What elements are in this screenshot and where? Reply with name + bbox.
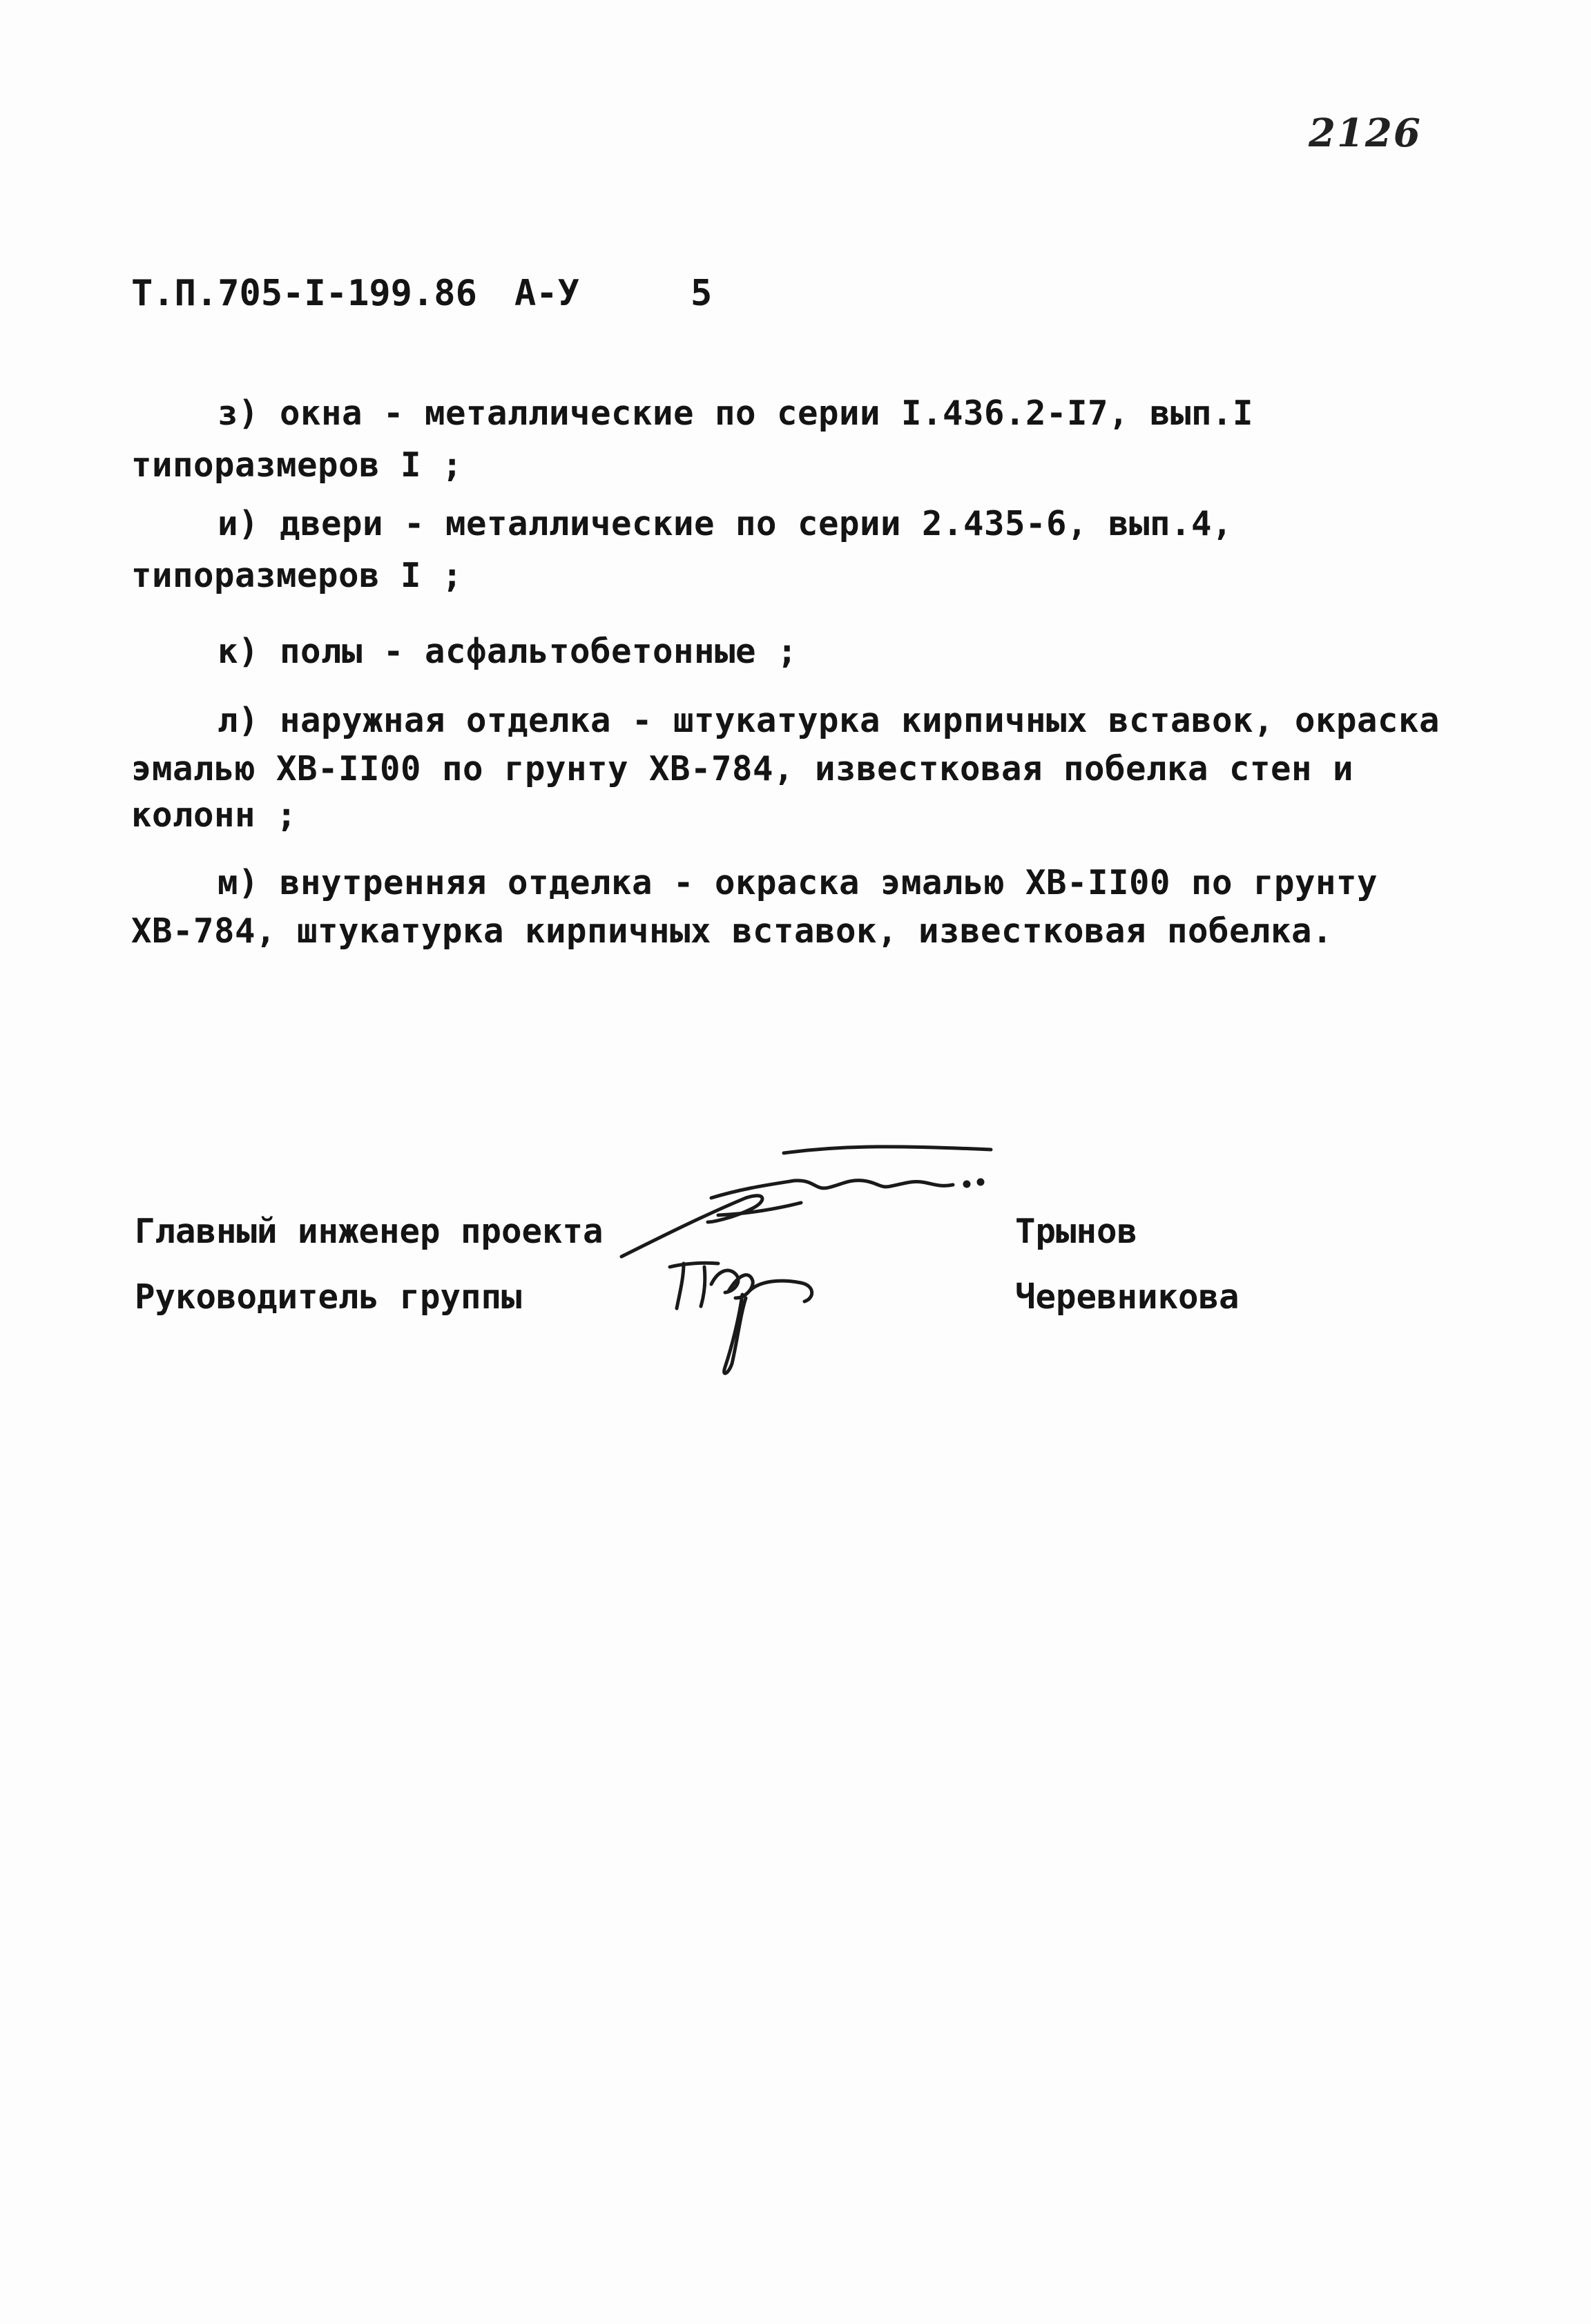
chief-engineer-label: Главный инженер проекта xyxy=(135,1212,604,1251)
item-l-exterior-finish-cont2: колонн ; xyxy=(131,795,298,835)
item-l-exterior-finish: л) наружная отделка - штукатурка кирпичных вставок, окраска xyxy=(218,701,1440,740)
group-leader-name: Черевникова xyxy=(1015,1277,1240,1317)
item-z-windows: з) окна - металлические по серии I.436.2-I7, вып.I xyxy=(218,394,1254,433)
handwritten-signatures xyxy=(608,1132,1022,1408)
item-m-interior-finish-cont: ХВ-784, штукатурка кирпичных вставок, известковая побелка. xyxy=(131,911,1333,951)
item-i-doors-cont: типоразмеров I ; xyxy=(131,556,463,595)
document-section: А-У xyxy=(514,273,579,314)
document-code: Т.П.705-I-199.86 xyxy=(131,273,477,314)
archive-stamp-number: 2126 xyxy=(1309,110,1422,156)
item-m-interior-finish: м) внутренняя отделка - окраска эмалью ХВ-II00 по грунту xyxy=(218,863,1378,902)
group-leader-label: Руководитель группы xyxy=(135,1277,522,1317)
item-i-doors: и) двери - металлические по серии 2.435-6, вып.4, xyxy=(218,504,1233,543)
chief-engineer-name: Трынов xyxy=(1015,1212,1138,1251)
item-z-windows-cont: типоразмеров I ; xyxy=(131,445,463,485)
page-number: 5 xyxy=(691,273,713,314)
item-k-floors: к) полы - асфальтобетонные ; xyxy=(218,632,798,671)
item-l-exterior-finish-cont1: эмалью ХВ-II00 по грунту ХВ-784, известковая побелка стен и xyxy=(131,749,1354,788)
